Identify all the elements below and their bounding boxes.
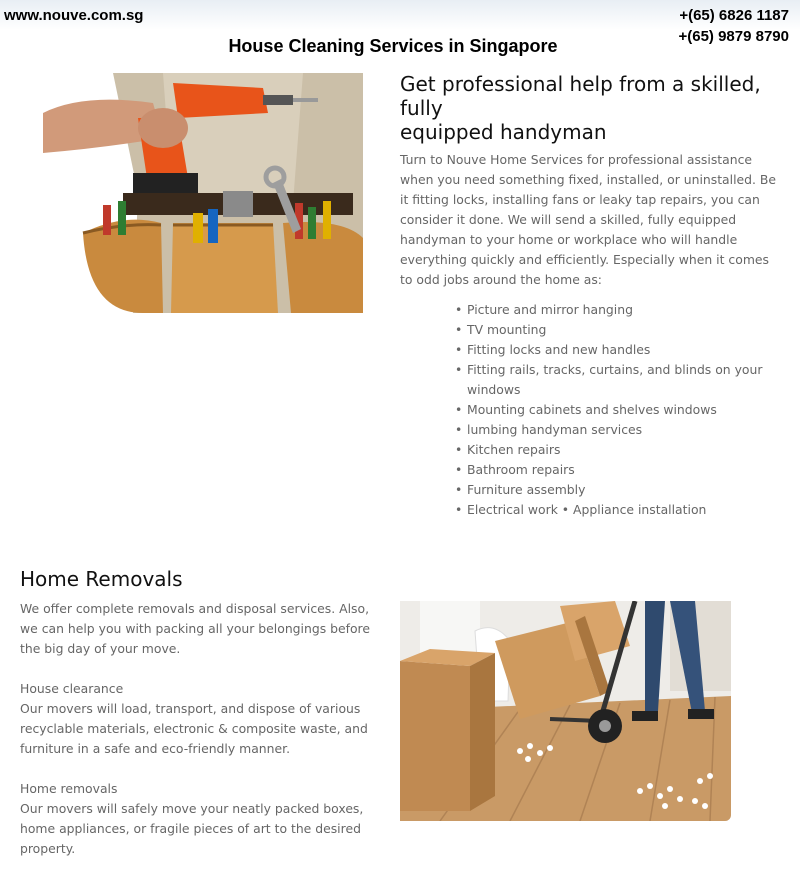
movers-photo — [400, 601, 731, 821]
handyman-heading — [400, 72, 780, 144]
list-item: • Fitting rails, tracks, curtains, and blinds on your windows — [467, 360, 780, 400]
removals-section — [20, 567, 385, 859]
list-item: • Picture and mirror hanging — [467, 300, 780, 320]
clearance-text: Our movers will load, transport, and dispose of various recyclable materials, electronic & composite waste, and furniture in a safe and eco-friendly manner. — [20, 701, 368, 756]
handyman-description: Turn to Nouve Home Services for professional assistance when you need something fixed, installed, or uninstalled. Be it fitting locks, installing fans or leaky tap repairs, you can consider it done. We will send a skilled, fully equipped handyman to your home or workplace who will handle everything quickly and efficiently. Especially when it comes to odd jobs around the home as: — [400, 152, 777, 287]
handyman-heading-line1: Get professional help from a skilled, fully — [400, 72, 761, 120]
handyman-heading-line2: equipped handyman — [400, 120, 607, 144]
page-title: House Cleaning Services in Singapore — [228, 36, 558, 56]
phone-number-1[interactable]: +(65) 6826 1187 — [679, 7, 789, 24]
phone-number-2[interactable]: +(65) 9879 8790 — [678, 28, 789, 45]
removals-intro: We offer complete removals and disposal services. Also, we can help you with packing all your belongings before the big day of your move. — [20, 601, 370, 656]
handyman-photo — [43, 73, 363, 313]
list-item: • Furniture assembly — [467, 480, 780, 500]
list-item: • Kitchen repairs — [467, 440, 780, 460]
clearance-block — [20, 679, 385, 759]
movers-illustration — [400, 601, 731, 821]
list-item: • Mounting cabinets and shelves windows — [467, 400, 780, 420]
removals-heading: Home Removals — [20, 567, 183, 591]
list-item: • Electrical work • Appliance installation — [467, 500, 780, 520]
services-list — [400, 300, 780, 520]
handyman-section — [400, 72, 780, 520]
handyman-illustration — [43, 73, 363, 313]
list-item: • TV mounting — [467, 320, 780, 340]
site-url[interactable]: www.nouve.com.sg — [4, 7, 144, 24]
home-removals-title: Home removals — [20, 781, 118, 796]
list-item: • Fitting locks and new handles — [467, 340, 780, 360]
list-item: • lumbing handyman services — [467, 420, 780, 440]
home-removals-text: Our movers will safely move your neatly packed boxes, home appliances, or fragile pieces of art to the desired property. — [20, 801, 364, 856]
clearance-title: House clearance — [20, 681, 124, 696]
home-removals-block — [20, 779, 385, 859]
list-item: • Bathroom repairs — [467, 460, 780, 480]
